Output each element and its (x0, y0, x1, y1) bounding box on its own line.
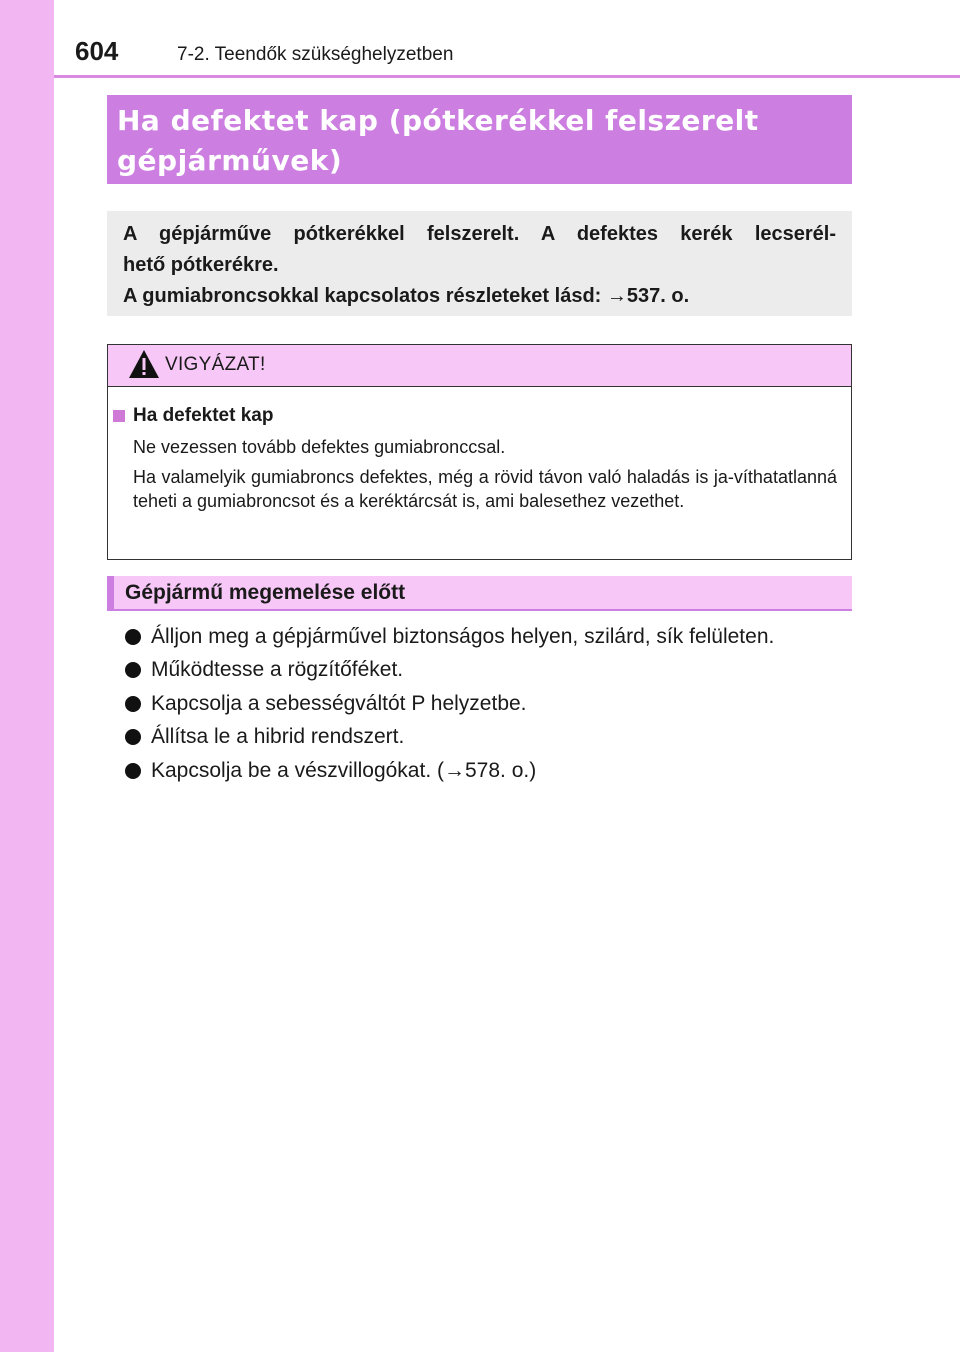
square-bullet-icon (113, 410, 125, 422)
warning-label: VIGYÁZAT! (165, 354, 266, 375)
page-title-line-1: Ha defektet kap (pótkerékkel felszerelt (117, 104, 759, 137)
instruction-list (125, 620, 860, 788)
warning-header (108, 345, 851, 387)
warning-subheading-text: Ha defektet kap (133, 405, 274, 426)
bullet-dot-icon (125, 763, 141, 779)
list-item (125, 620, 860, 654)
page-title (117, 101, 842, 181)
warning-subheading (113, 403, 837, 429)
warning-triangle-icon (128, 349, 160, 379)
header-divider (54, 75, 960, 78)
warning-body (108, 387, 851, 513)
list-item (125, 721, 860, 755)
bullet-dot-icon (125, 696, 141, 712)
page-side-tab (0, 0, 54, 1352)
subsection-accent (107, 576, 114, 609)
list-item-text: Álljon meg a gépjárművel biztonságos helyen, szilárd, sík felületen. (151, 624, 775, 648)
subsection-header (107, 576, 852, 611)
summary-line-1: A gépjárműve pótkerékkel felszerelt. A defektes kerék lecserél- (123, 223, 836, 245)
warning-paragraph-2: Ha valamelyik gumiabroncs defektes, még a rövid távon való haladás is ja-víthatatlanná teheti a gumiabroncsot és a keréktárcsát is, ami balesethez vezethet. (133, 467, 837, 511)
list-item (125, 687, 860, 721)
list-item (125, 654, 860, 688)
summary-line-3: A gumiabroncsokkal kapcsolatos részleteket lásd: →537. o. (123, 285, 690, 307)
page-title-line-2: gépjárművek) (117, 144, 343, 177)
list-item-text: Kapcsolja be a vészvillogókat. (→578. o.) (151, 758, 537, 782)
list-item-text: Kapcsolja a sebességváltót P helyzetbe. (151, 691, 527, 715)
section-reference: 7-2. Teendők szükséghelyzetben (177, 44, 454, 65)
list-item-text: Állítsa le a hibrid rendszert. (151, 725, 405, 749)
warning-box (107, 344, 852, 560)
bullet-dot-icon (125, 629, 141, 645)
title-banner (107, 95, 852, 184)
list-item (125, 754, 860, 788)
bullet-dot-icon (125, 729, 141, 745)
subsection-title: Gépjármű megemelése előtt (125, 581, 406, 604)
page-number: 604 (75, 36, 119, 66)
warning-paragraph-1: Ne vezessen tovább defektes gumiabronccsal. (133, 437, 506, 457)
bullet-dot-icon (125, 662, 141, 678)
summary-box (107, 211, 852, 316)
summary-line-2: hető pótkerékre. (123, 254, 279, 276)
list-item-text: Működtesse a rögzítőféket. (151, 658, 404, 682)
